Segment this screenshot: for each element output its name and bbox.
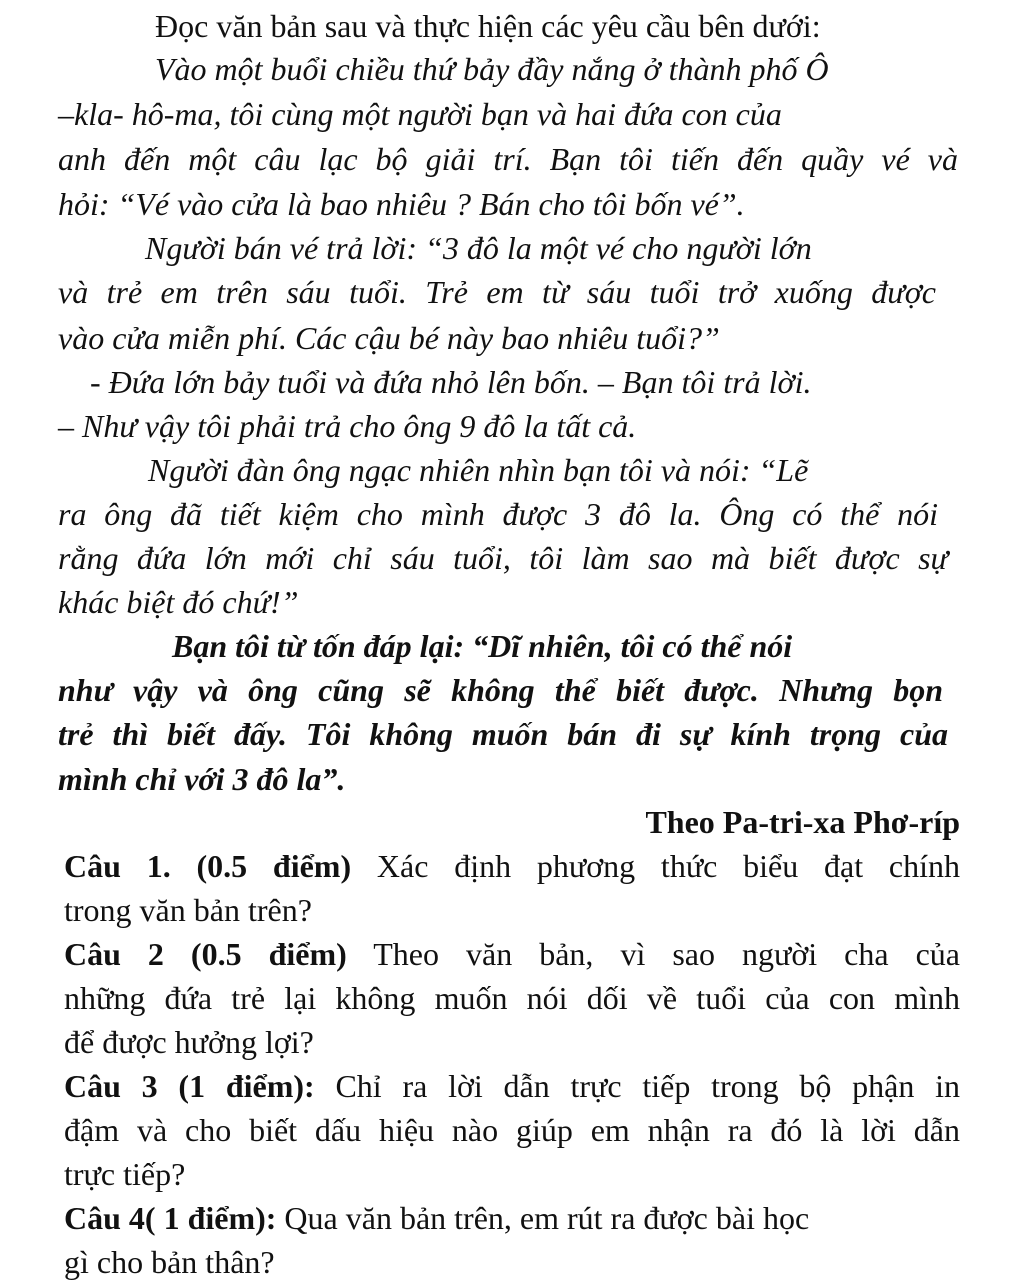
passage-line: vào cửa miễn phí. Các cậu bé này bao nhiêu tuổi?”: [58, 320, 720, 356]
passage-line: Người đàn ông ngạc nhiên nhìn bạn tôi và nói: “Lẽ: [148, 452, 809, 488]
question-3: [64, 1064, 960, 1108]
passage-line: hỏi: “Vé vào cửa là bao nhiêu ? Bán cho tôi bốn vé”.: [58, 186, 745, 222]
question-2: [64, 932, 960, 976]
passage-line: Vào một buổi chiều thứ bảy đầy nắng ở thành phố Ô: [155, 51, 829, 87]
question-label: Câu 4( 1 điểm):: [64, 1200, 277, 1236]
passage-line: – Như vậy tôi phải trả cho ông 9 đô la tất cả.: [58, 408, 637, 444]
question-line: những đứa trẻ lại không muốn nói dối về tuổi của con mình: [64, 980, 960, 1016]
passage-line: rằng đứa lớn mới chỉ sáu tuổi, tôi làm sao mà biết được sự: [58, 540, 948, 576]
passage-line-bold: trẻ thì biết đấy. Tôi không muốn bán đi sự kính trọng của: [58, 716, 948, 752]
question-text: Chỉ ra lời dẫn trực tiếp trong bộ phận in: [314, 1068, 961, 1104]
question-line: gì cho bản thân?: [64, 1244, 275, 1280]
question-label: Câu 2 (0.5 điểm): [64, 936, 347, 972]
question-4: [64, 1196, 960, 1240]
passage-line: anh đến một câu lạc bộ giải trí. Bạn tôi tiến đến quầy vé và: [58, 141, 958, 177]
question-1: [64, 844, 960, 888]
passage-line: - Đứa lớn bảy tuổi và đứa nhỏ lên bốn. – Bạn tôi trả lời.: [90, 364, 812, 400]
page-heading: Đọc văn bản sau và thực hiện các yêu cầu bên dưới:: [155, 8, 821, 44]
passage-line: và trẻ em trên sáu tuổi. Trẻ em từ sáu tuổi trở xuống được: [58, 274, 936, 310]
passage-line: –kla- hô-ma, tôi cùng một người bạn và hai đứa con của: [58, 96, 782, 132]
question-line: để được hưởng lợi?: [64, 1024, 314, 1060]
question-line: đậm và cho biết dấu hiệu nào giúp em nhận ra đó là lời dẫn: [64, 1112, 960, 1148]
passage-line: Người bán vé trả lời: “3 đô la một vé cho người lớn: [145, 230, 812, 266]
question-text: Theo văn bản, vì sao người cha của: [346, 936, 961, 972]
passage-line-bold: Bạn tôi từ tốn đáp lại: “Dĩ nhiên, tôi có thể nói: [172, 628, 793, 664]
source-attribution: Theo Pa-tri-xa Phơ-ríp: [645, 804, 960, 840]
passage-line-bold: như vậy và ông cũng sẽ không thể biết được. Nhưng bọn: [58, 672, 943, 708]
passage-line-bold: mình chỉ với 3 đô la”.: [58, 761, 346, 797]
passage-line: ra ông đã tiết kiệm cho mình được 3 đô la. Ông có thể nói: [58, 496, 938, 532]
question-text: Qua văn bản trên, em rút ra được bài học: [276, 1200, 810, 1236]
passage-line: khác biệt đó chứ!”: [58, 584, 299, 620]
question-label: Câu 3 (1 điểm):: [64, 1068, 315, 1104]
question-label: Câu 1. (0.5 điểm): [64, 848, 352, 884]
question-text: Xác định phương thức biểu đạt chính: [351, 848, 961, 884]
question-line: trong văn bản trên?: [64, 892, 312, 928]
question-line: trực tiếp?: [64, 1156, 186, 1192]
